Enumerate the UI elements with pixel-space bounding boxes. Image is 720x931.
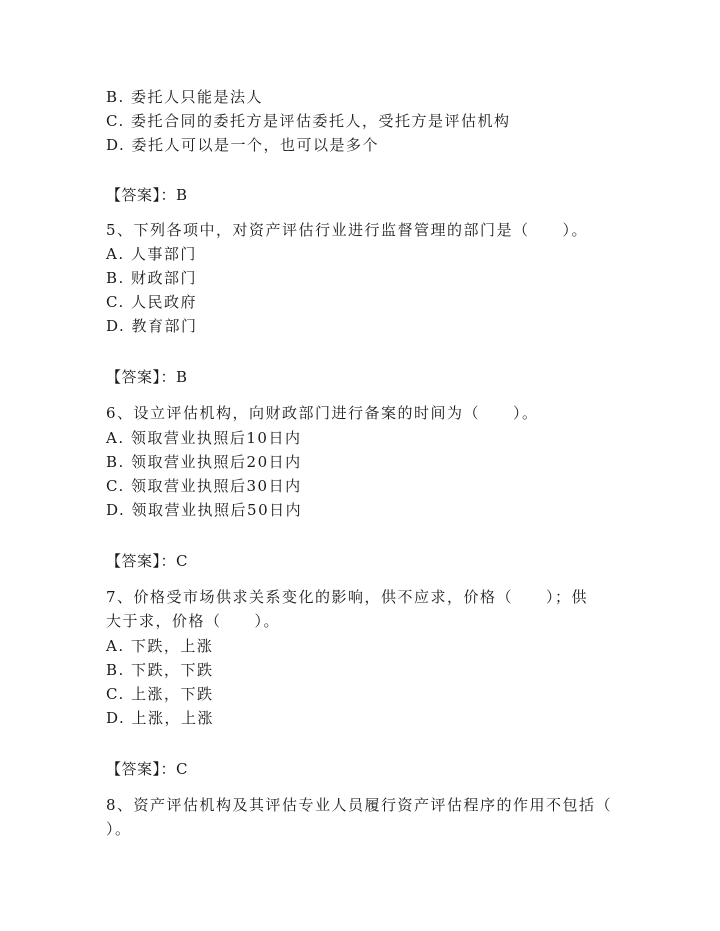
q5-stem: 5、下列各项中，对资产评估行业进行监督管理的部门是（ ）。 <box>106 221 589 239</box>
q5-option-d: D. 教育部门 <box>106 317 198 335</box>
q5-answer: 【答案】：B <box>106 368 188 386</box>
q7-answer: 【答案】：C <box>106 760 188 778</box>
q6-option-a: A. 领取营业执照后10日内 <box>106 429 302 447</box>
q4-option-b: B. 委托人只能是法人 <box>106 88 264 106</box>
q8-stem-line2: ）。 <box>106 820 132 838</box>
q6-option-c: C. 领取营业执照后30日内 <box>106 477 302 495</box>
q5-option-b: B. 财政部门 <box>106 269 198 287</box>
q7-option-b: B. 下跌，下跌 <box>106 661 214 679</box>
q7-option-c: C. 上涨，下跌 <box>106 685 214 703</box>
q4-answer: 【答案】：B <box>106 186 188 204</box>
q6-stem: 6、设立评估机构，向财政部门进行备案的时间为（ ）。 <box>106 404 539 422</box>
q7-option-d: D. 上涨，上涨 <box>106 709 215 727</box>
q5-option-a: A. 人事部门 <box>106 245 197 263</box>
q7-stem-line1: 7、价格受市场供求关系变化的影响，供不应求，价格（ ）；供 <box>106 588 589 606</box>
q6-option-b: B. 领取营业执照后20日内 <box>106 453 302 471</box>
q6-option-d: D. 领取营业执照后50日内 <box>106 501 303 519</box>
q8-stem-line1: 8、资产评估机构及其评估专业人员履行资产评估程序的作用不包括（ <box>106 796 613 814</box>
q5-option-c: C. 人民政府 <box>106 293 197 311</box>
q4-option-c: C. 委托合同的委托方是评估委托人，受托方是评估机构 <box>106 112 511 130</box>
q7-option-a: A. 下跌，上涨 <box>106 637 214 655</box>
q4-option-d: D. 委托人可以是一个，也可以是多个 <box>106 136 380 154</box>
q6-answer: 【答案】：C <box>106 552 188 570</box>
q7-stem-line2: 大于求，价格（ ）。 <box>106 612 281 630</box>
